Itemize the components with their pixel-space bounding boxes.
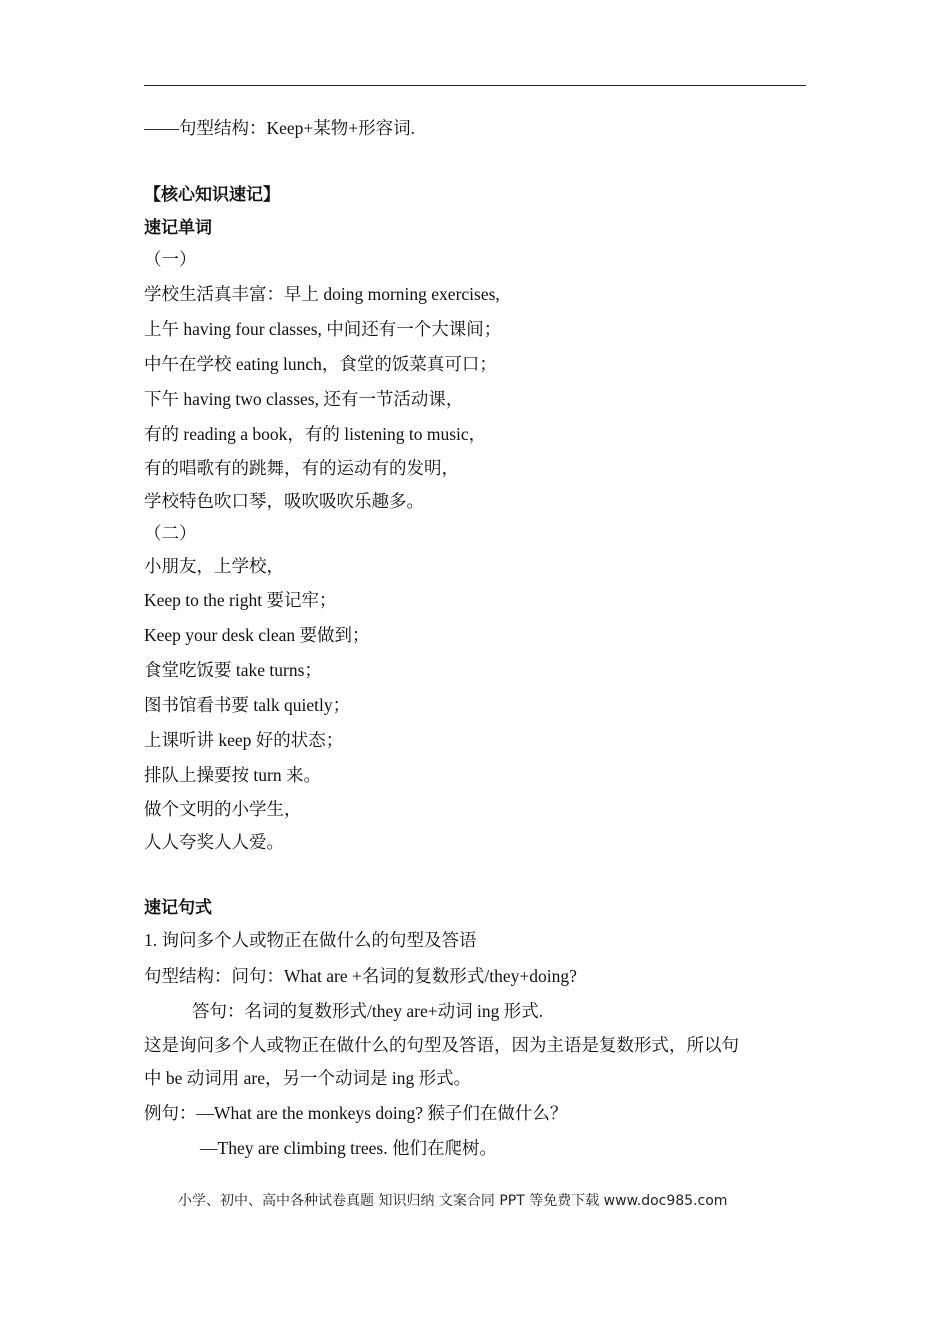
part2-label: （二） (144, 523, 197, 543)
text-line: 句型结构：问句：What are +名词的复数形式/they+doing? (144, 966, 577, 986)
text-line: 图书馆看书要 talk quietly； (144, 695, 351, 715)
text-line: 这是询问多个人或物正在做什么的句型及答语，因为主语是复数形式，所以句 (144, 1035, 739, 1055)
text-line: 做个文明的小学生， (144, 799, 302, 819)
text-line: 有的唱歌有的跳舞，有的运动有的发明， (144, 458, 459, 478)
text-line: Keep to the right 要记牢； (144, 590, 337, 610)
text-line: 中 be 动词用 are，另一个动词是 ing 形式。 (144, 1068, 472, 1088)
text-line: 人人夸奖人人爱。 (144, 832, 284, 852)
text-line: 上午 having four classes, 中间还有一个大课间； (144, 319, 502, 339)
words-title: 速记单词 (144, 218, 212, 238)
header-rule (144, 85, 806, 86)
text-line: 学校特色吹口琴，吸吹吸吹乐趣多。 (144, 491, 424, 511)
text-line: 1. 询问多个人或物正在做什么的句型及答语 (144, 930, 477, 950)
text-line: 小朋友，上学校， (144, 556, 284, 576)
sentences-title: 速记句式 (144, 898, 212, 918)
text-line: 中午在学校 eating lunch，食堂的饭菜真可口； (144, 354, 497, 374)
text-line: —They are climbing trees. 他们在爬树。 (200, 1138, 497, 1158)
text-line: Keep your desk clean 要做到； (144, 625, 370, 645)
section-title: 【核心知识速记】 (144, 185, 280, 205)
footer: 小学、初中、高中各种试卷真题 知识归纳 文案合同 PPT 等免费下载 www.doc985.com (178, 1193, 728, 1209)
text-line: 例句：—What are the monkeys doing? 猴子们在做什么？ (144, 1103, 568, 1123)
text-line: 答句：名词的复数形式/they are+动词 ing 形式. (192, 1001, 544, 1021)
intro-line: ——句型结构：Keep+某物+形容词. (144, 118, 416, 138)
text-line: 学校生活真丰富：早上 doing morning exercises, (144, 284, 500, 304)
part1-label: （一） (144, 249, 197, 269)
text-line: 有的 reading a book，有的 listening to music， (144, 424, 487, 444)
text-line: 上课听讲 keep 好的状态； (144, 730, 344, 750)
text-line: 排队上操要按 turn 来。 (144, 765, 321, 785)
text-line: 食堂吃饭要 take turns； (144, 660, 322, 680)
text-line: 下午 having two classes, 还有一节活动课， (144, 389, 464, 409)
